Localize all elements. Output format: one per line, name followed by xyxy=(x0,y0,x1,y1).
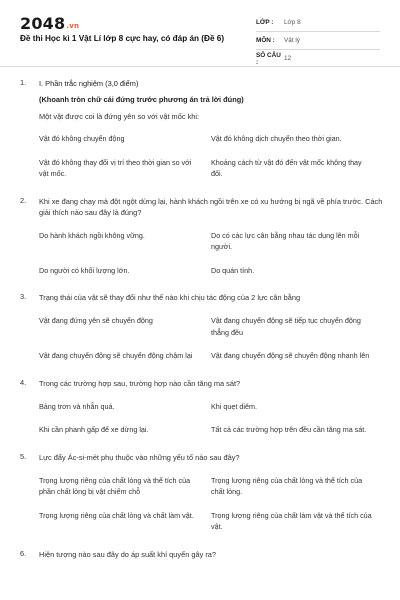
answer-option[interactable]: Do người có khối lượng lớn. xyxy=(39,265,130,275)
question-5 xyxy=(20,452,384,539)
answer-option[interactable]: Vật đang chuyển động sẽ chuyển động chậm lại xyxy=(39,351,193,360)
question-text: Hiện tượng nào sau đây do áp suất khí quyển gây ra? xyxy=(39,549,217,559)
question-text: Lực đẩy Ác-si-mét phụ thuộc vào những yếu tố nào sau đây? xyxy=(39,452,240,462)
question-number: 4. xyxy=(20,377,27,387)
question-number: 1. xyxy=(20,78,27,87)
meta-value: Vật lý xyxy=(284,37,300,44)
answer-option[interactable]: Vật đang chuyển động sẽ tiếp tục chuyển động thẳng đều xyxy=(211,316,361,337)
answer-option[interactable]: Trọng lượng riêng của chất lỏng và thể tích của chất lỏng. xyxy=(211,475,363,496)
meta-value: Lớp 8 xyxy=(284,19,301,26)
question-1 xyxy=(20,78,384,186)
logo-text: 2048 xyxy=(20,14,66,33)
question-text: Trong các trường hợp sau, trường hợp nào cần tăng ma sát? xyxy=(39,378,241,388)
answer-option[interactable]: Trọng lượng riêng của chất lỏng và chất làm vật. xyxy=(39,510,194,520)
meta-row-count xyxy=(256,50,380,67)
meta-label: SỐ CÂU : xyxy=(256,51,281,66)
instruction-text: (Khoanh tròn chữ cái đứng trước phương án trả lời đúng) xyxy=(39,95,244,104)
question-number: 2. xyxy=(20,195,27,205)
answer-option[interactable]: Trọng lượng riêng của chất làm vật và thể tích của vật. xyxy=(211,510,372,531)
answer-option[interactable]: Bảng trơn và nhẵn quá. xyxy=(39,401,115,411)
question-text: Một vật được coi là đứng yên so với vật mốc khi: xyxy=(39,112,200,121)
meta-label: MÔN : xyxy=(256,37,275,44)
logo-suffix: .vn xyxy=(66,22,80,30)
answer-option[interactable]: Vật đang đứng yên sẽ chuyển động xyxy=(39,316,153,325)
answer-option[interactable]: Do quán tính. xyxy=(211,265,255,275)
answer-option[interactable]: Vật đó không thay đổi vị trí theo thời gian so với vật mốc. xyxy=(39,157,192,178)
site-logo[interactable] xyxy=(20,14,79,33)
question-list xyxy=(20,78,384,570)
answer-option[interactable]: Trọng lượng riêng của chất lỏng và thể tích của phần chất lỏng bị vật chiếm chỗ xyxy=(39,475,191,496)
header xyxy=(0,0,400,66)
question-number: 3. xyxy=(20,292,27,301)
document-title: Đề thi Học kì 1 Vật Lí lớp 8 cực hay, có đáp án (Đề 6) xyxy=(20,34,225,43)
answer-option[interactable]: Khi quẹt diêm. xyxy=(211,401,257,411)
answer-options xyxy=(39,127,384,186)
question-4 xyxy=(20,378,384,442)
question-3 xyxy=(20,292,384,368)
header-divider xyxy=(0,66,400,67)
meta-row-class xyxy=(256,14,380,32)
answer-option[interactable]: Vật đó không dịch chuyển theo thời gian. xyxy=(211,134,342,143)
meta-value: 12 xyxy=(284,55,292,62)
exam-meta xyxy=(256,14,380,67)
answer-option[interactable]: Vật đó không chuyển động xyxy=(39,134,125,143)
question-number: 5. xyxy=(20,451,27,461)
section-heading: I. Phần trắc nghiệm (3,0 điểm) xyxy=(39,79,139,88)
answer-options xyxy=(39,469,384,539)
answer-options xyxy=(39,395,384,442)
question-number: 6. xyxy=(20,548,27,558)
question-2 xyxy=(20,196,384,283)
answer-option[interactable]: Tất cả các trường hợp trên đều cần tăng ma sát. xyxy=(211,425,367,434)
meta-label: LỚP : xyxy=(256,19,274,26)
answer-option[interactable]: Khoảng cách từ vật đó đến vật mốc không thay đổi. xyxy=(211,157,362,178)
answer-option[interactable]: Do có các lực cân bằng nhau tác dụng lên mỗi người. xyxy=(211,230,360,251)
question-text: Khi xe đang chạy mà đột ngột dừng lại, hành khách ngồi trên xe có xu hướng bị ngã về phía trước. Cách giải thích nào sau đây là đúng? xyxy=(39,196,383,217)
question-6 xyxy=(20,549,384,560)
answer-option[interactable]: Do hành khách ngồi không vững. xyxy=(39,230,145,240)
answer-option[interactable]: Khi cần phanh gấp để xe dừng lại. xyxy=(39,425,149,434)
answer-options xyxy=(39,224,384,283)
meta-row-subject xyxy=(256,32,380,50)
answer-option[interactable]: Vật đang chuyển động sẽ chuyển động nhanh lên xyxy=(211,351,370,360)
question-text: Trạng thái của vật sẽ thay đổi như thế nào khi chịu tác động của 2 lực cân bằng xyxy=(39,293,301,302)
answer-options xyxy=(39,309,384,368)
